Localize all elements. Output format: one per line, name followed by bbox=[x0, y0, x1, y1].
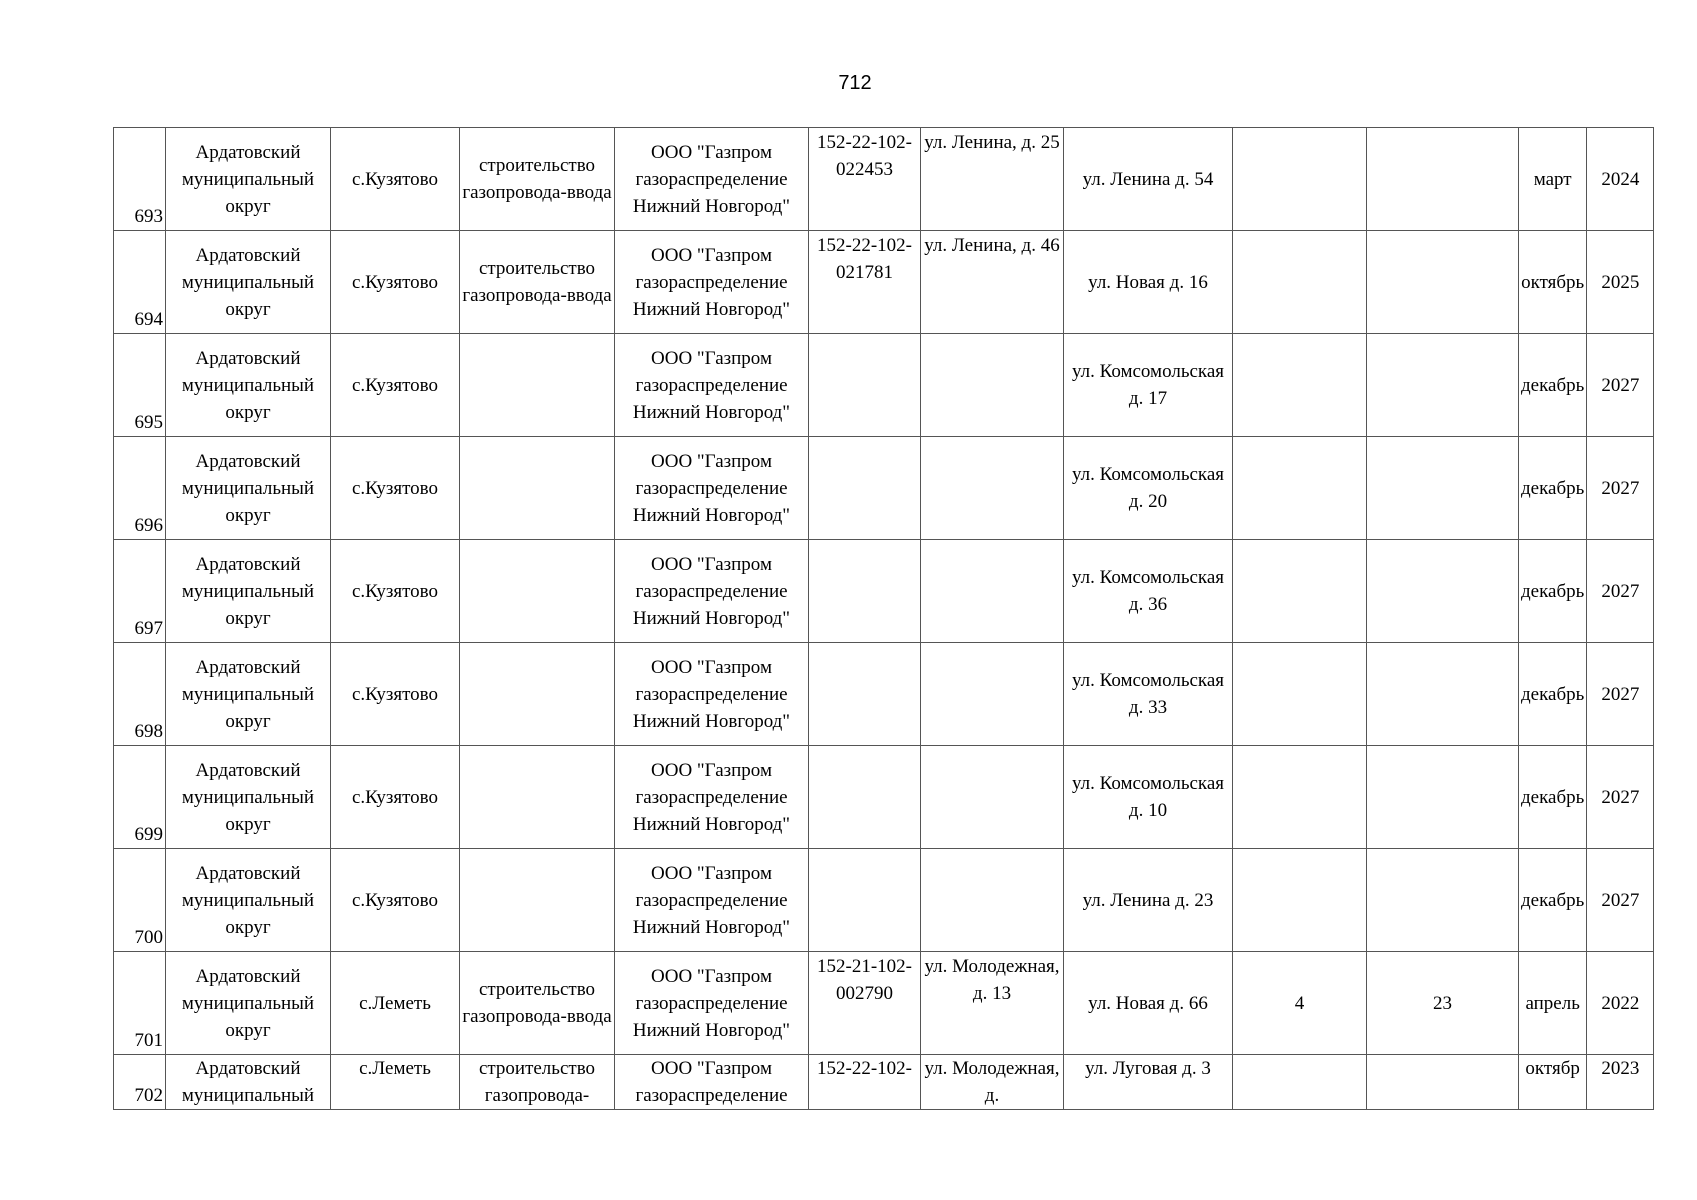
cell-val1 bbox=[1233, 540, 1367, 643]
cell-work: строительство газопровода-ввода bbox=[460, 128, 615, 231]
cell-org: ООО "Газпром газораспределение Нижний Новгород" bbox=[615, 540, 809, 643]
cell-val2 bbox=[1367, 643, 1519, 746]
cell-village: с.Кузятово bbox=[331, 643, 460, 746]
cell-year: 2027 bbox=[1587, 334, 1654, 437]
cell-num: 702 bbox=[114, 1055, 166, 1110]
cell-month: октябр bbox=[1519, 1055, 1587, 1110]
cell-addr2: ул. Комсомольская д. 36 bbox=[1064, 540, 1233, 643]
cell-addr1 bbox=[921, 540, 1064, 643]
cell-val1: 4 bbox=[1233, 952, 1367, 1055]
cell-code bbox=[809, 643, 921, 746]
cell-month: декабрь bbox=[1519, 643, 1587, 746]
cell-month: декабрь bbox=[1519, 540, 1587, 643]
cell-year: 2024 bbox=[1587, 128, 1654, 231]
table-row bbox=[114, 437, 1654, 540]
cell-num: 695 bbox=[114, 334, 166, 437]
cell-village: с.Леметь bbox=[331, 952, 460, 1055]
cell-village: с.Кузятово bbox=[331, 437, 460, 540]
cell-val1 bbox=[1233, 746, 1367, 849]
cell-val2 bbox=[1367, 849, 1519, 952]
cell-work bbox=[460, 437, 615, 540]
cell-addr2: ул. Луговая д. 3 bbox=[1064, 1055, 1233, 1110]
cell-year: 2027 bbox=[1587, 849, 1654, 952]
cell-district: Ардатовский муниципальный округ bbox=[166, 849, 331, 952]
cell-addr1 bbox=[921, 437, 1064, 540]
cell-district: Ардатовский муниципальный округ bbox=[166, 128, 331, 231]
cell-num: 694 bbox=[114, 231, 166, 334]
cell-district: Ардатовский муниципальный округ bbox=[166, 540, 331, 643]
cell-village: с.Кузятово bbox=[331, 540, 460, 643]
cell-code bbox=[809, 437, 921, 540]
cell-work bbox=[460, 746, 615, 849]
cell-val1 bbox=[1233, 231, 1367, 334]
cell-month: апрель bbox=[1519, 952, 1587, 1055]
cell-code bbox=[809, 334, 921, 437]
table-row bbox=[114, 231, 1654, 334]
cell-org: ООО "Газпром газораспределение Нижний Новгород" bbox=[615, 231, 809, 334]
cell-code: 152-22-102-022453 bbox=[809, 128, 921, 231]
table-row bbox=[114, 746, 1654, 849]
cell-work: строительство газопровода-ввода bbox=[460, 231, 615, 334]
cell-village: с.Кузятово bbox=[331, 746, 460, 849]
cell-work: строительство газопровода-ввода bbox=[460, 952, 615, 1055]
cell-code bbox=[809, 746, 921, 849]
table-row bbox=[114, 128, 1654, 231]
cell-org: ООО "Газпром газораспределение Нижний Новгород" bbox=[615, 849, 809, 952]
cell-district: Ардатовский муниципальный округ bbox=[166, 952, 331, 1055]
cell-year: 2025 bbox=[1587, 231, 1654, 334]
cell-addr1 bbox=[921, 746, 1064, 849]
cell-district: Ардатовский муниципальный округ bbox=[166, 334, 331, 437]
cell-work bbox=[460, 849, 615, 952]
cell-org: ООО "Газпром газораспределение Нижний Новгород" bbox=[615, 334, 809, 437]
cell-year: 2027 bbox=[1587, 540, 1654, 643]
cell-addr1: ул. Ленина, д. 46 bbox=[921, 231, 1064, 334]
cell-year: 2027 bbox=[1587, 437, 1654, 540]
cell-val1 bbox=[1233, 334, 1367, 437]
cell-org: ООО "Газпром газораспределение bbox=[615, 1055, 809, 1110]
cell-month: декабрь bbox=[1519, 849, 1587, 952]
cell-work: строительство газопровода- bbox=[460, 1055, 615, 1110]
cell-addr2: ул. Комсомольская д. 10 bbox=[1064, 746, 1233, 849]
cell-val2 bbox=[1367, 746, 1519, 849]
cell-val1 bbox=[1233, 1055, 1367, 1110]
cell-month: октябрь bbox=[1519, 231, 1587, 334]
table-row bbox=[114, 334, 1654, 437]
cell-year: 2027 bbox=[1587, 746, 1654, 849]
cell-village: с.Кузятово bbox=[331, 849, 460, 952]
cell-num: 693 bbox=[114, 128, 166, 231]
cell-village: с.Леметь bbox=[331, 1055, 460, 1110]
table-row bbox=[114, 643, 1654, 746]
cell-addr2: ул. Новая д. 16 bbox=[1064, 231, 1233, 334]
cell-month: декабрь bbox=[1519, 334, 1587, 437]
cell-month: декабрь bbox=[1519, 437, 1587, 540]
cell-addr1 bbox=[921, 334, 1064, 437]
cell-code: 152-21-102-002790 bbox=[809, 952, 921, 1055]
cell-num: 699 bbox=[114, 746, 166, 849]
cell-addr2: ул. Комсомольская д. 20 bbox=[1064, 437, 1233, 540]
cell-work bbox=[460, 540, 615, 643]
cell-addr1: ул. Ленина, д. 25 bbox=[921, 128, 1064, 231]
cell-val2 bbox=[1367, 1055, 1519, 1110]
cell-code bbox=[809, 849, 921, 952]
page-number: 712 bbox=[838, 72, 872, 94]
cell-district: Ардатовский муниципальный bbox=[166, 1055, 331, 1110]
cell-org: ООО "Газпром газораспределение Нижний Новгород" bbox=[615, 746, 809, 849]
cell-val2 bbox=[1367, 334, 1519, 437]
cell-year: 2027 bbox=[1587, 643, 1654, 746]
cell-num: 698 bbox=[114, 643, 166, 746]
cell-addr2: ул. Комсомольская д. 33 bbox=[1064, 643, 1233, 746]
cell-district: Ардатовский муниципальный округ bbox=[166, 231, 331, 334]
cell-val1 bbox=[1233, 437, 1367, 540]
cell-month: декабрь bbox=[1519, 746, 1587, 849]
cell-addr1: ул. Молодежная, д. bbox=[921, 1055, 1064, 1110]
cell-addr2: ул. Комсомольская д. 17 bbox=[1064, 334, 1233, 437]
cell-num: 701 bbox=[114, 952, 166, 1055]
cell-val1 bbox=[1233, 128, 1367, 231]
cell-addr1 bbox=[921, 643, 1064, 746]
table-row bbox=[114, 540, 1654, 643]
cell-year: 2022 bbox=[1587, 952, 1654, 1055]
table-row bbox=[114, 952, 1654, 1055]
cell-val2: 23 bbox=[1367, 952, 1519, 1055]
cell-org: ООО "Газпром газораспределение Нижний Новгород" bbox=[615, 643, 809, 746]
cell-addr2: ул. Ленина д. 23 bbox=[1064, 849, 1233, 952]
cell-org: ООО "Газпром газораспределение Нижний Новгород" bbox=[615, 437, 809, 540]
cell-addr1 bbox=[921, 849, 1064, 952]
cell-village: с.Кузятово bbox=[331, 334, 460, 437]
table-row bbox=[114, 1055, 1654, 1110]
cell-month: март bbox=[1519, 128, 1587, 231]
cell-org: ООО "Газпром газораспределение Нижний Новгород" bbox=[615, 128, 809, 231]
gas-connection-table bbox=[113, 127, 1654, 1110]
cell-village: с.Кузятово bbox=[331, 231, 460, 334]
cell-district: Ардатовский муниципальный округ bbox=[166, 437, 331, 540]
cell-work bbox=[460, 643, 615, 746]
table-row bbox=[114, 849, 1654, 952]
cell-district: Ардатовский муниципальный округ bbox=[166, 643, 331, 746]
cell-work bbox=[460, 334, 615, 437]
cell-num: 697 bbox=[114, 540, 166, 643]
cell-val2 bbox=[1367, 128, 1519, 231]
cell-addr2: ул. Новая д. 66 bbox=[1064, 952, 1233, 1055]
cell-code: 152-22-102-021781 bbox=[809, 231, 921, 334]
cell-org: ООО "Газпром газораспределение Нижний Новгород" bbox=[615, 952, 809, 1055]
cell-num: 696 bbox=[114, 437, 166, 540]
cell-num: 700 bbox=[114, 849, 166, 952]
cell-addr1: ул. Молодежная, д. 13 bbox=[921, 952, 1064, 1055]
cell-year: 2023 bbox=[1587, 1055, 1654, 1110]
cell-val2 bbox=[1367, 231, 1519, 334]
cell-val1 bbox=[1233, 643, 1367, 746]
cell-addr2: ул. Ленина д. 54 bbox=[1064, 128, 1233, 231]
cell-district: Ардатовский муниципальный округ bbox=[166, 746, 331, 849]
cell-val2 bbox=[1367, 437, 1519, 540]
cell-val2 bbox=[1367, 540, 1519, 643]
cell-code: 152-22-102- bbox=[809, 1055, 921, 1110]
cell-val1 bbox=[1233, 849, 1367, 952]
cell-village: с.Кузятово bbox=[331, 128, 460, 231]
cell-code bbox=[809, 540, 921, 643]
